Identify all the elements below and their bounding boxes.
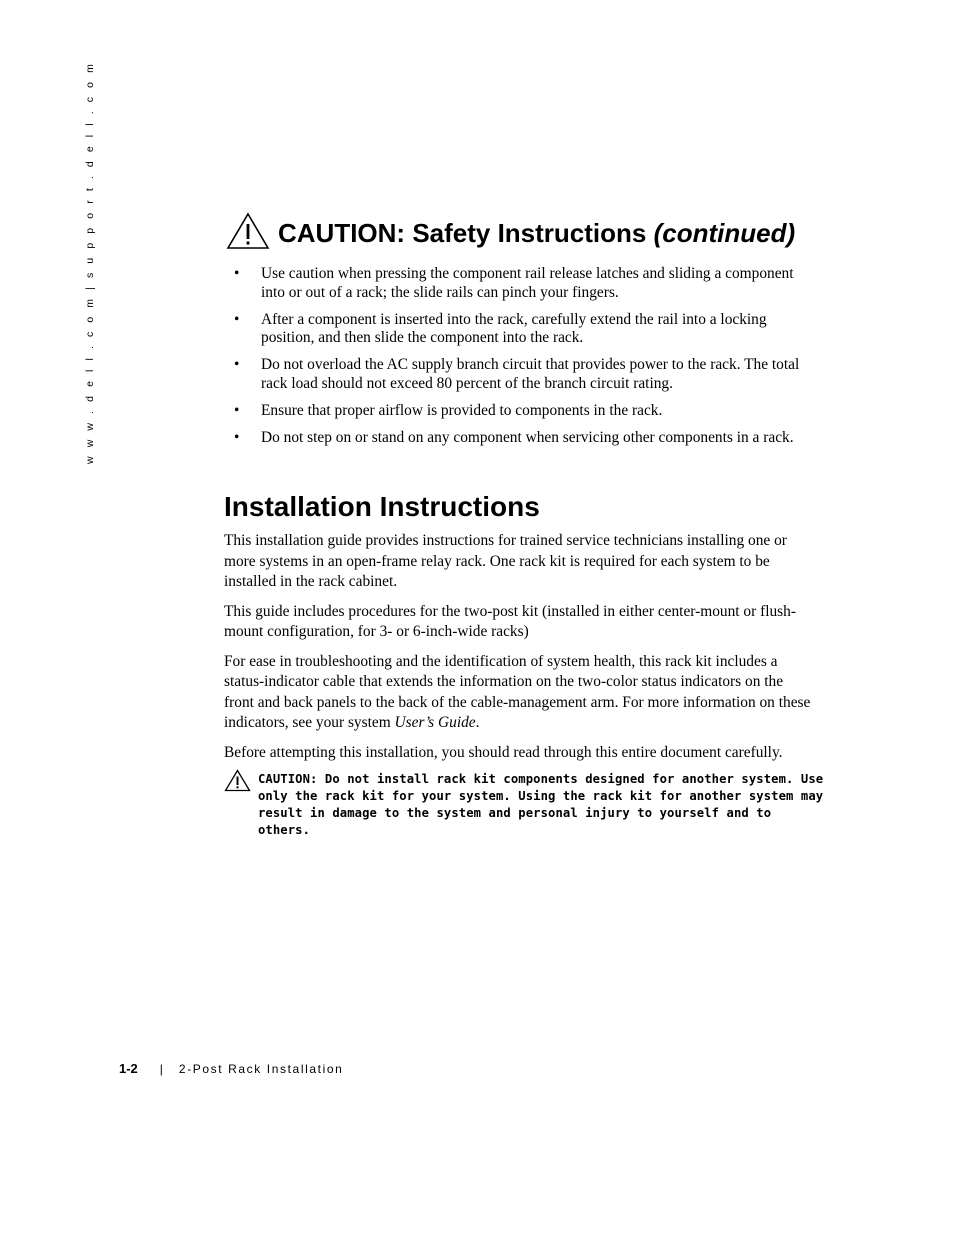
page-number: 1-2	[119, 1061, 138, 1076]
users-guide-title: User’s Guide	[394, 714, 476, 731]
warning-triangle-icon	[224, 769, 251, 792]
caution-note	[224, 769, 824, 837]
paragraph: This guide includes procedures for the two-post kit (installed in either center-mount or flush-mount configuration, for 3- or 6-inch-wide racks)	[224, 602, 796, 640]
list-item-text: After a component is inserted into the rack, carefully extend the rail into a locking position, and then slide the component into the rack.	[261, 310, 767, 346]
list-item	[234, 402, 814, 421]
bullet-glyph: •	[234, 401, 240, 419]
paragraph	[224, 652, 816, 734]
paragraph-text-end: .	[475, 714, 480, 731]
caution-note-text: CAUTION: Do not install rack kit components designed for another system. Use only the rack kit for your system. Using the rack kit for another system may result in damage to the system and personal injury to yourself and to others.	[258, 772, 824, 837]
list-item	[234, 311, 814, 348]
list-item-text: Use caution when pressing the component rail release latches and sliding a component into or out of a rack; the slide rails can pinch your fingers.	[261, 265, 794, 301]
paragraph: Before attempting this installation, you should read through this entire document carefully.	[224, 743, 783, 761]
caution-title-main: CAUTION: Safety Instructions	[278, 218, 654, 248]
installation-heading: Installation Instructions	[224, 491, 540, 522]
page-footer	[119, 1061, 343, 1076]
footer-separator: |	[159, 1062, 163, 1076]
list-item-text: Do not overload the AC supply branch circuit that provides power to the rack. The total rack load should not exceed 80 percent of the branch circuit rating.	[261, 356, 800, 392]
list-item-text: Ensure that proper airflow is provided to components in the rack.	[261, 401, 663, 419]
list-item	[234, 265, 814, 302]
list-item	[234, 356, 814, 393]
bullet-glyph: •	[234, 428, 240, 446]
list-item-text: Do not step on or stand on any component when servicing other components in a rack.	[261, 428, 794, 446]
caution-heading	[226, 212, 846, 250]
safety-bullet-list	[234, 265, 814, 456]
bullet-glyph: •	[234, 356, 240, 373]
caution-title	[278, 218, 795, 248]
paragraph: This installation guide provides instructions for trained service technicians installing one or more systems in an open-frame relay rack. One rack kit is required for each system to be installed in the rack cabinet.	[224, 532, 787, 590]
sidebar-url: w w w . d e l l . c o m | s u p p o r t . d e l l . c o m	[84, 61, 96, 464]
caution-title-suffix: (continued)	[653, 218, 796, 248]
paragraph-text: For ease in troubleshooting and the identification of system health, this rack kit includes a status-indicator cable that extends the information on the two-color status indicators on the front and back panels to the back of the cable-management arm. For more information on these indicators, see your system	[224, 652, 811, 731]
bullet-glyph: •	[234, 265, 240, 282]
installation-body	[224, 531, 816, 772]
list-item	[234, 429, 814, 448]
bullet-glyph: •	[234, 310, 240, 328]
footer-doc-title: 2-Post Rack Installation	[178, 1062, 344, 1076]
warning-triangle-icon	[226, 212, 270, 250]
